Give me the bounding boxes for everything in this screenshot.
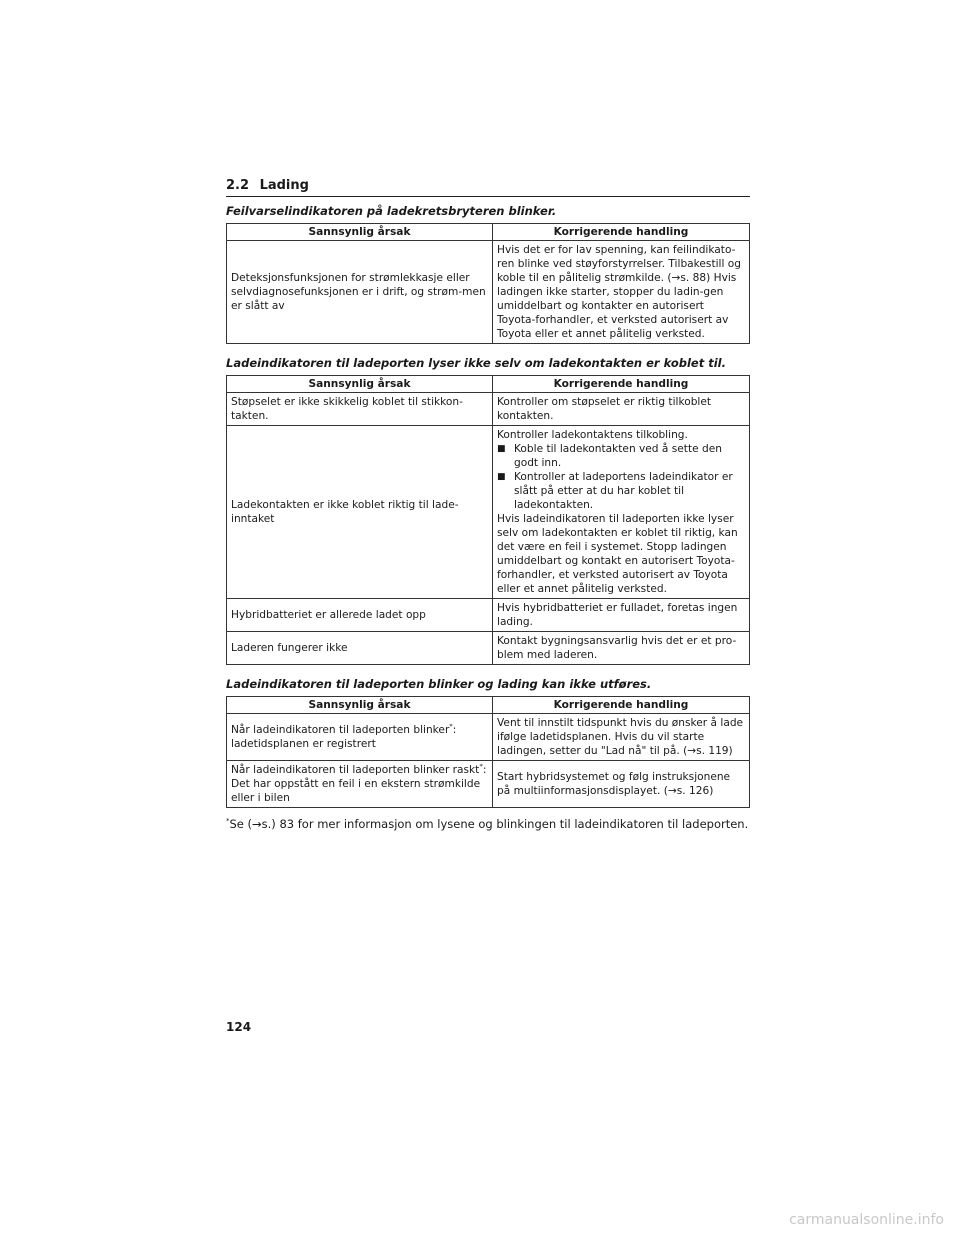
cause-cell: Ladekontakten er ikke koblet riktig til lade-inntaket [227, 426, 493, 599]
section-number: 2.2 [226, 178, 250, 193]
table-2-heading: Ladeindikatoren til ladeporten lyser ikke selv om ladekontakten er koblet til. [226, 356, 726, 370]
troubleshooting-table-1 [226, 223, 750, 344]
table-row [227, 426, 750, 599]
action-intro: Kontroller ladekontaktens tilkobling. [497, 429, 688, 441]
footnote-text: Se (→s.) 83 for mer informasjon om lysene og blinkingen til ladeindikatoren til ladeporten. [229, 817, 749, 831]
watermark: carmanualsonline.info [789, 1212, 944, 1228]
cause-cell [227, 761, 493, 808]
action-cell: Kontroller om støpselet er riktig tilkoblet kontakten. [493, 393, 750, 426]
footnote-marker: * [479, 762, 483, 771]
bullet-text: Koble til ladekontakten ved å sette den godt inn. [514, 443, 722, 469]
action-cell: Hvis det er for lav spenning, kan feilindikato-ren blinke ved støyforstyrrelser. Tilbakestill og koble til en pålitelig strømkilde. (→s. 88) Hvis ladingen ikke starter, stopper du ladin-gen umiddelbart og kontakter en autorisert Toyota-forhandler, et verksted autorisert av Toyota eller et annet pålitelig verksted. [493, 241, 750, 344]
troubleshooting-table-2 [226, 375, 750, 665]
bullet-item [497, 470, 745, 512]
table-1-heading: Feilvarselindikatoren på ladekretsbryteren blinker. [226, 204, 557, 218]
table-row [227, 599, 750, 632]
footnote-marker: * [449, 722, 453, 731]
page-content [226, 178, 750, 832]
cause-text: : ladetidsplanen er registrert [231, 724, 457, 750]
column-header-action: Korrigerende handling [493, 224, 750, 241]
table-row [227, 393, 750, 426]
table-row [227, 241, 750, 344]
action-cell: Hvis hybridbatteriet er fulladet, foretas ingen lading. [493, 599, 750, 632]
table-3-heading: Ladeindikatoren til ladeporten blinker og lading kan ikke utføres. [226, 677, 652, 691]
cause-cell [227, 714, 493, 761]
bullet-text: Kontroller at ladeportens ladeindikator er slått på etter at du har koblet til ladekontakten. [514, 471, 733, 511]
column-header-action: Korrigerende handling [493, 697, 750, 714]
troubleshooting-table-3 [226, 696, 750, 808]
bullet-item [497, 442, 745, 470]
footnote-marker: * [226, 817, 230, 826]
square-bullet-icon: ■ [497, 472, 506, 482]
cause-cell: Deteksjonsfunksjonen for strømlekkasje eller selvdiagnosefunksjonen er i drift, og strøm-men er slått av [227, 241, 493, 344]
column-header-cause: Sannsynlig årsak [227, 224, 493, 241]
cause-cell: Hybridbatteriet er allerede ladet opp [227, 599, 493, 632]
action-cell [493, 426, 750, 599]
table-row [227, 714, 750, 761]
table-row [227, 761, 750, 808]
column-header-cause: Sannsynlig årsak [227, 376, 493, 393]
action-cell: Vent til innstilt tidspunkt hvis du ønsker å lade ifølge ladetidsplanen. Hvis du vil starte ladingen, setter du "Lad nå" til på. (→s. 119) [493, 714, 750, 761]
column-header-cause: Sannsynlig årsak [227, 697, 493, 714]
square-bullet-icon: ■ [497, 444, 506, 454]
page-number: 124 [226, 1020, 252, 1034]
action-cell: Start hybridsystemet og følg instruksjonene på multiinformasjonsdisplayet. (→s. 126) [493, 761, 750, 808]
cause-text: : Det har oppstått en feil i en ekstern strømkilde eller i bilen [231, 764, 487, 804]
table-row [227, 632, 750, 665]
cause-text: Når ladeindikatoren til ladeporten blinker [231, 724, 450, 736]
cause-cell: Støpselet er ikke skikkelig koblet til stikkon-takten. [227, 393, 493, 426]
cause-cell: Laderen fungerer ikke [227, 632, 493, 665]
section-header [226, 178, 750, 197]
action-outro: Hvis ladeindikatoren til ladeporten ikke lyser selv om ladekontakten er koblet til riktig, kan det være en feil i systemet. Stopp ladingen umiddelbart og kontakt en autorisert Toyota-forhandler, et verksted autorisert av Toyota eller et annet pålitelig verksted. [497, 513, 738, 595]
column-header-action: Korrigerende handling [493, 376, 750, 393]
action-cell: Kontakt bygningsansvarlig hvis det er et pro-blem med laderen. [493, 632, 750, 665]
footnote [226, 816, 750, 832]
section-title: Lading [259, 178, 309, 193]
cause-text: Når ladeindikatoren til ladeporten blinker raskt [231, 764, 480, 776]
